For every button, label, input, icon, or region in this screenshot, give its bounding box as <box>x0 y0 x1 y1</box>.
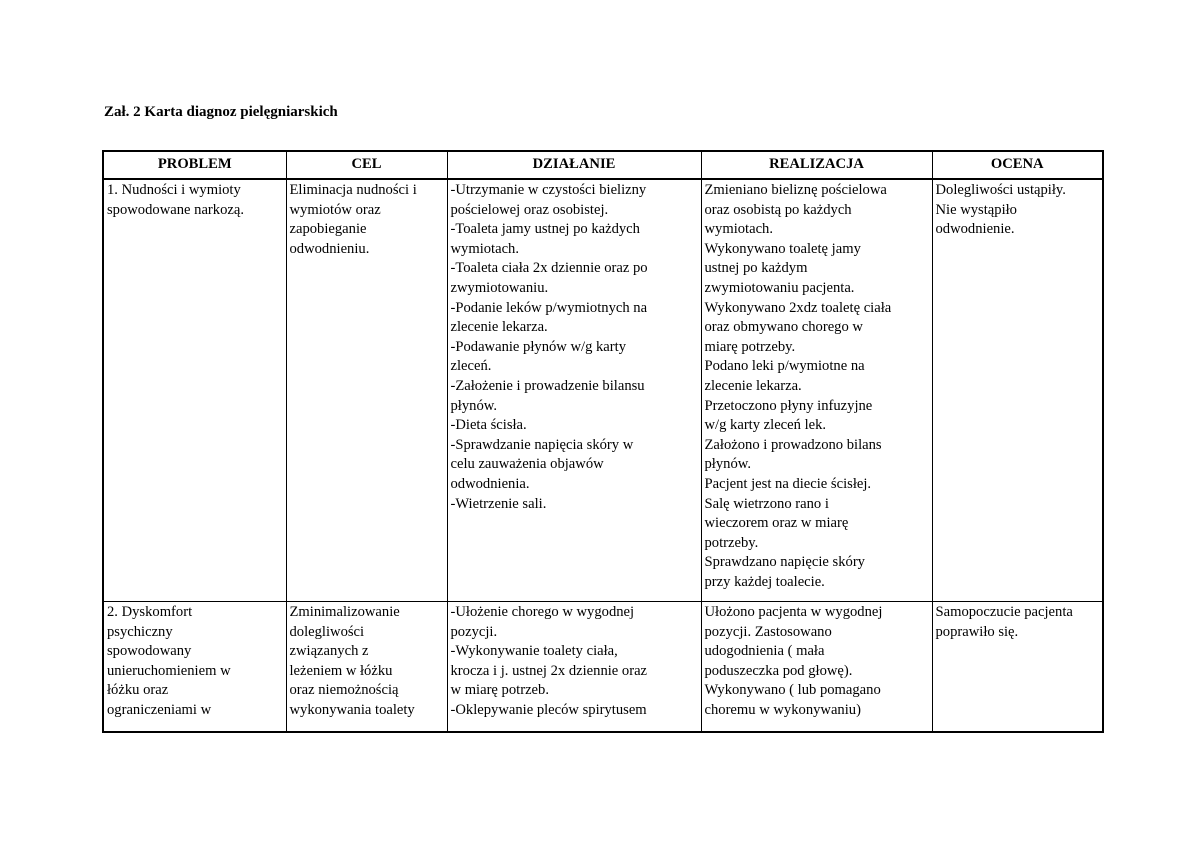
ocena-text: Samopoczucie pacjenta poprawiło się. <box>935 604 1073 640</box>
problem-text: 1. Nudności i wymioty spowodowane narkozą. <box>107 182 244 218</box>
dzialanie-text: -Utrzymanie w czystości bielizny pościelowej oraz osobistej. -Toaleta jamy ustnej po każdych wymiotach. -Toaleta ciała 2x dziennie oraz po zwymiotowaniu. -Podanie leków p/wymiotnych na zlecenie lekarza. -Podawanie płynów w/g karty zleceń. -Założenie i prowadzenie bilansu płynów. -Dieta ścisła. -Sprawdzanie napięcia skóry w celu zauważenia objawów odwodnienia. -Wietrzenie sali. <box>450 182 648 512</box>
ocena-text: Dolegliwości ustąpiły. Nie wystąpiło odwodnienie. <box>935 182 1066 238</box>
cel-cell <box>286 602 447 733</box>
header-dzialanie: DZIAŁANIE <box>447 151 701 179</box>
cel-text: Zminimalizowanie dolegliwości związanych z leżeniem w łóżku oraz niemożnością wykonywania toalety <box>289 604 415 718</box>
header-ocena: OCENA <box>932 151 1103 179</box>
dzialanie-cell <box>447 602 701 733</box>
ocena-cell <box>932 602 1103 733</box>
problem-cell <box>103 602 286 733</box>
header-problem: PROBLEM <box>103 151 286 179</box>
dzialanie-cell <box>447 179 701 602</box>
table-header-row <box>103 151 1103 179</box>
table-row <box>103 602 1103 733</box>
nursing-diagnosis-table <box>102 150 1104 733</box>
realizacja-cell <box>701 602 932 733</box>
table-row <box>103 179 1103 602</box>
document-title: Zał. 2 Karta diagnoz pielęgniarskich <box>104 104 338 120</box>
problem-cell <box>103 179 286 602</box>
header-realizacja: REALIZACJA <box>701 151 932 179</box>
problem-text: 2. Dyskomfort psychiczny spowodowany unieruchomieniem w łóżku oraz ograniczeniami w <box>107 604 231 718</box>
dzialanie-text: -Ułożenie chorego w wygodnej pozycji. -Wykonywanie toalety ciała, krocza i j. ustnej 2x dziennie oraz w miarę potrzeb. -Oklepywanie pleców spirytusem <box>450 604 648 718</box>
realizacja-cell <box>701 179 932 602</box>
realizacja-text: Ułożono pacjenta w wygodnej pozycji. Zastosowano udogodnienia ( mała poduszeczka pod głowę). Wykonywano ( lub pomagano choremu w wykonywaniu) <box>704 604 883 718</box>
realizacja-text: Zmieniano bieliznę pościelowa oraz osobistą po każdych wymiotach. Wykonywano toaletę jamy ustnej po każdym zwymiotowaniu pacjenta. Wykonywano 2xdz toaletę ciała oraz obmywano chorego w miarę potrzeby. Podano leki p/wymiotne na zlecenie lekarza. Przetoczono płyny infuzyjne w/g karty zleceń lek. Założono i prowadzono bilans płynów. Pacjent jest na diecie ścisłej. Salę wietrzono rano i wieczorem oraz w miarę potrzeby. Sprawdzano napięcie skóry przy każdej toalecie. <box>704 182 892 590</box>
cel-text: Eliminacja nudności i wymiotów oraz zapobieganie odwodnieniu. <box>289 182 417 257</box>
ocena-cell <box>932 179 1103 602</box>
cel-cell <box>286 179 447 602</box>
header-cel: CEL <box>286 151 447 179</box>
